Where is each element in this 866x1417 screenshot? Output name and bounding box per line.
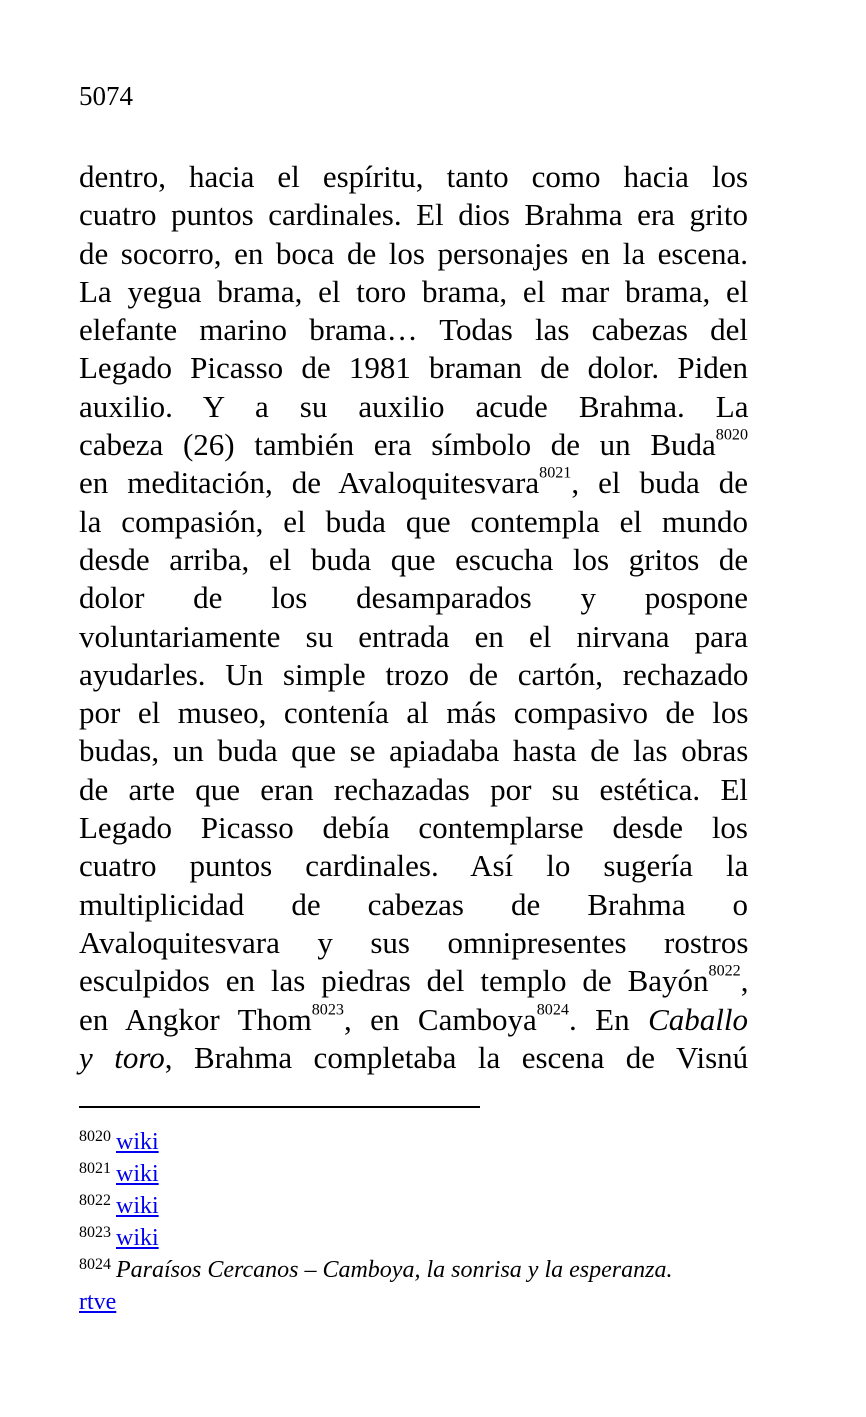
text-segment: de arte que eran rechazadas por su estética. El	[79, 771, 748, 807]
page-number: 5074	[79, 81, 133, 111]
footnote-link-wiki[interactable]: wiki	[116, 1225, 159, 1251]
text-segment: cuatro puntos cardinales. Así lo sugería la	[79, 848, 749, 884]
text-segment: Legado Picasso de 1981 braman de dolor. Piden	[79, 350, 748, 386]
text-line	[79, 1001, 748, 1039]
footnote-ref-8021[interactable]: 8021	[539, 465, 572, 483]
text-segment: dentro, hacia el espíritu, tanto como hacia los	[79, 159, 749, 194]
text-line	[79, 771, 748, 809]
text-line	[79, 464, 748, 502]
text-line	[79, 579, 748, 617]
text-line	[79, 311, 748, 349]
text-line	[79, 273, 748, 311]
footnote-link-wiki[interactable]: wiki	[116, 1193, 159, 1219]
text-line	[79, 426, 748, 464]
text-segment: en meditación, de Avaloquitesvara	[79, 465, 540, 501]
text-segment: cabeza (26) también era símbolo de un Buda	[79, 427, 716, 463]
text-segment: ,	[740, 963, 749, 999]
text-segment: por el museo, contenía al más compasivo de los	[79, 695, 749, 731]
text-segment: budas, un buda que se apiadaba hasta de las obras	[79, 733, 749, 769]
text-line	[79, 1039, 748, 1077]
text-segment: , el buda de	[571, 465, 748, 501]
text-segment: de socorro, en boca de los personajes en la escena.	[79, 235, 748, 271]
text-segment: ayudarles. Un simple trozo de cartón, rechazado	[79, 656, 749, 692]
text-line	[79, 541, 748, 579]
text-line	[79, 349, 748, 387]
text-segment: . En	[568, 1001, 649, 1037]
footnote-divider	[79, 1106, 480, 1108]
text-segment: elefante marino brama… Todas las cabezas del	[79, 312, 748, 348]
footnote-ref-8022[interactable]: 8022	[708, 962, 741, 980]
text-line	[79, 618, 748, 656]
text-segment: , Brahma completaba la escena de Visnú	[164, 1039, 749, 1075]
footnote-ref-8020[interactable]: 8020	[715, 426, 748, 444]
footnote-8023	[79, 1222, 779, 1254]
text-segment: esculpidos en las piedras del templo de Bayón	[79, 963, 709, 999]
text-line	[79, 503, 748, 541]
footnote-8022	[79, 1190, 779, 1222]
text-line	[79, 732, 748, 770]
footnote-link-wiki[interactable]: wiki	[116, 1129, 159, 1155]
text-line	[79, 158, 748, 196]
footnote-8020	[79, 1126, 779, 1158]
text-line	[79, 388, 748, 426]
text-segment: , en Camboya	[343, 1001, 537, 1037]
footnote-ref-8024[interactable]: 8024	[536, 1001, 569, 1019]
italic-title-caballo: Caballo	[648, 1001, 748, 1037]
footnote-8024	[79, 1254, 779, 1286]
text-segment: Avaloquitesvara y sus omnipresentes rostros	[79, 924, 749, 960]
text-line	[79, 656, 748, 694]
footnote-ref-8023[interactable]: 8023	[311, 1001, 344, 1019]
text-segment: la compasión, el buda que contempla el mundo	[79, 503, 748, 539]
footnote-link-rtve[interactable]: rtve	[79, 1289, 117, 1315]
footnote-marker: 8021	[79, 1160, 111, 1177]
text-line	[79, 924, 748, 962]
footnote-marker: 8020	[79, 1128, 111, 1145]
text-line	[79, 196, 748, 234]
text-segment: multiplicidad de cabezas de Brahma o	[79, 886, 748, 922]
footnote-marker: 8022	[79, 1192, 111, 1209]
body-paragraph	[79, 158, 748, 1077]
text-segment: en Angkor Thom	[79, 1001, 312, 1037]
footnote-text: Paraísos Cercanos – Camboya, la sonrisa y la esperanza.	[116, 1257, 673, 1283]
text-line	[79, 694, 748, 732]
footnote-8021	[79, 1158, 779, 1190]
text-line	[79, 235, 748, 273]
text-line	[79, 962, 748, 1000]
footnote-link-wiki[interactable]: wiki	[116, 1161, 159, 1187]
footnote-marker: 8024	[79, 1256, 111, 1273]
footnotes	[79, 1126, 779, 1318]
text-segment: voluntariamente su entrada en el nirvana para	[79, 618, 748, 654]
text-segment: dolor de los desamparados y pospone	[79, 580, 749, 616]
text-line	[79, 809, 748, 847]
italic-title-toro: y toro	[79, 1039, 165, 1075]
text-segment: auxilio. Y a su auxilio acude Brahma. La	[79, 388, 749, 424]
footnote-marker: 8023	[79, 1224, 111, 1241]
text-segment: cuatro puntos cardinales. El dios Brahma era grito	[79, 197, 748, 233]
footnote-8024-link-line	[79, 1286, 779, 1318]
text-line	[79, 886, 748, 924]
text-segment: La yegua brama, el toro brama, el mar brama, el	[79, 273, 749, 309]
text-line	[79, 847, 748, 885]
text-segment: desde arriba, el buda que escucha los gritos de	[79, 541, 749, 577]
text-segment: Legado Picasso debía contemplarse desde los	[79, 810, 748, 846]
